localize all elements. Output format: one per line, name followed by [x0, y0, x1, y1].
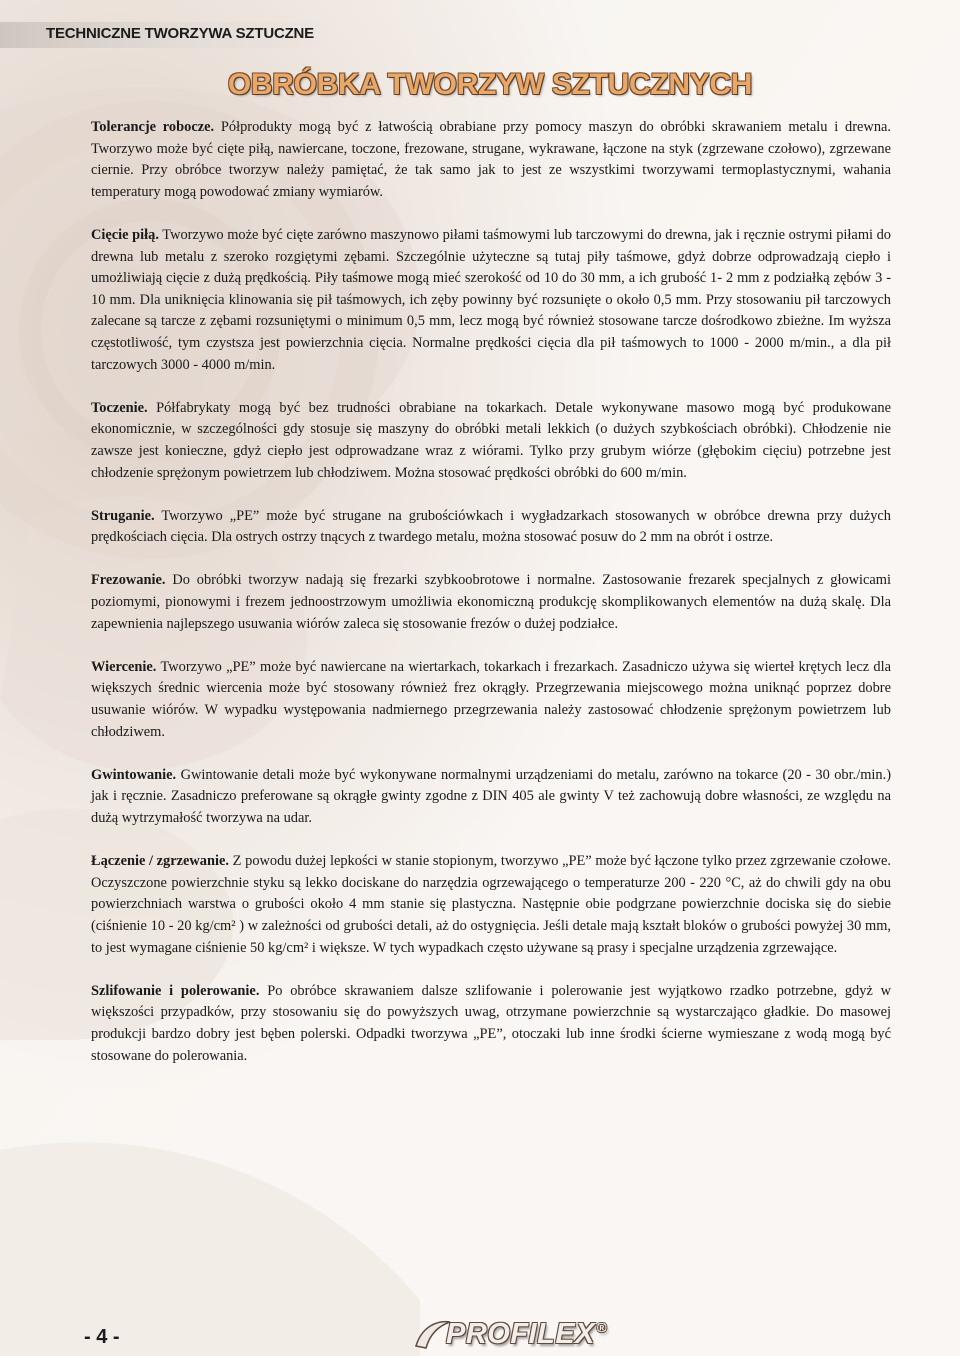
section-polishing	[91, 981, 891, 1067]
header-category: TECHNICZNE TWORZYWA SZTUCZNE	[46, 25, 314, 42]
section-text: Tworzywo może być cięte zarówno maszynowo piłami taśmowymi lub tarczowymi do drewna, jak i ręcznie ostrymi piłami do drewna lub metalu z szeroko rozgiętymi zębami. Szczególnie użyteczne są tutaj piły taśmowe, gdyż dobrze odprowadzają ciepło i umożliwiają cięcie z dużą prędkością. Piły taśmowe mogą mieć szerokość od 10 do 30 mm, a ich grubość 1- 2 mm z podziałką zębów 3 - 10 mm. Dla uniknięcia klinowania się pił taśmowych, ich zęby powinny być rozsunięte o około 0,5 mm. Przy stosowaniu pił tarczowych zalecane są tarcze z zębami rozsuniętymi o minimum 0,5 mm, lecz mogą być również stosowane tarcze dośrodkowo zbieżne. Im wyższa częstotliwość, tym czystsza jest powierzchnia cięcia. Normalne prędkości cięcia dla pił taśmowych to 1000 - 2000 m/min., a dla pił tarczowych 3000 - 4000 m/min.	[91, 226, 891, 373]
section-heading: Toczenie.	[91, 399, 148, 416]
section-text: Do obróbki tworzyw nadają się frezarki szybkoobrotowe i normalne. Zastosowanie frezarek specjalnych z głowicami poziomymi, pionowymi i frezem jednoostrzowym umożliwia ekonomiczną produkcję skomplikowanych elementów na dużą skalę. Dla zapewnienia najlepszego usuwania wiórów zaleca się stosowanie frezów o dużej podziałce.	[91, 572, 891, 632]
section-threading	[91, 765, 891, 830]
section-tolerances	[91, 117, 891, 203]
section-heading: Łączenie / zgrzewanie.	[91, 853, 229, 870]
section-heading: Struganie.	[91, 507, 155, 524]
section-welding	[91, 851, 891, 959]
section-text: Półfabrykaty mogą być bez trudności obrabiane na tokarkach. Detale wykonywane masowo mogą być produkowane ekonomicznie, w szczególności gdy stosuje się maszyny do obróbki metali lekkich (o dużych szybkościach obróbki). Chłodzenie nie zawsze jest konieczne, gdyż ciepło jest odprowadzane wraz z wiórami. Tylko przy grubym wiórze (głębokim cięciu) potrzebne jest chłodzenie sprężonym powietrzem lub chłodziwem. Można stosować prędkości obróbki do 600 m/min.	[91, 399, 891, 481]
section-heading: Cięcie piłą.	[91, 226, 159, 243]
section-text: Półprodukty mogą być z łatwością obrabiane przy pomocy maszyn do obróbki skrawaniem metalu i drewna. Tworzywo może być cięte piłą, nawiercane, toczone, frezowane, strugane, wykrawane, łączone na styk (zgrzewane czołowo), zgrzewane ciernie. Przy obróbce tworzyw należy pamiętać, że tak samo jak to jest ze wszystkimi tworzywami termoplastycznymi, wahania temperatury mogą powodować zmiany wymiarów.	[91, 119, 892, 200]
section-sawing	[91, 225, 891, 376]
section-text: Tworzywo „PE” może być strugane na grubościówkach i wygładzarkach stosowanych w obróbce drewna przy dużych prędkościach cięcia. Dla ostrych ostrzy tnących z twardego metalu, można stosować posuw do 2 mm na obrót i ostrze.	[91, 507, 891, 546]
registered-mark: ®	[597, 1320, 608, 1336]
section-heading: Frezowanie.	[91, 572, 166, 589]
section-milling	[91, 570, 891, 635]
section-text: Po obróbce skrawaniem dalsze szlifowanie i polerowanie jest wyjątkowo rzadko potrzebne, gdyż w większości przypadków, przy stosowaniu się do powyższych uwag, otrzymane powierzchnie są wystarczająco gładkie. Do masowej produkcji bardzo dobry jest bęben polerski. Odpadki tworzywa „PE”, otoczaki lub inne środki ścierne wymieszane z wodą mogą być stosowane do polerowania.	[91, 982, 891, 1064]
section-heading: Gwintowanie.	[91, 766, 177, 783]
page-number: - 4 -	[84, 1326, 120, 1348]
logo-text: PROFILEX	[446, 1318, 596, 1350]
section-drilling	[91, 657, 891, 743]
section-text: Z powodu dużej lepkości w stanie stopionym, tworzywo „PE” może być łączone tylko przez zgrzewanie czołowe. Oczyszczone powierzchnie styku są lekko dociskane do narzędzia ogrzewającego o temperaturze 200 - 220 °C, aż do chwili gdy na obu powierzchniach warstwa o grubości około 4 mm stanie się plastyczna. Następnie obie podgrzane powierzchnie dociska się do siebie (ciśnienie 10 - 20 kg/cm² ) w zależności od grubości detali, aż do ostygnięcia. Jeśli detale mają kształt bloków o grubości powyżej 30 mm, to jest wymagane ciśnienie 50 kg/cm² i większe. W tych wypadkach często używane są prasy i specjalne urządzenia zgrzewające.	[91, 853, 891, 956]
section-heading: Szlifowanie i polerowanie.	[91, 982, 260, 999]
section-text: Gwintowanie detali może być wykonywane normalnymi urządzeniami do metalu, zarówno na tokarce (20 - 30 obr./min.) jak i ręcznie. Zasadniczo preferowane są okrągłe gwinty zgodne z DIN 405 ale gwinty V też zachowują dobre własności, ze względu na dużą wytrzymałość tworzywa na udar.	[91, 766, 891, 826]
section-heading: Wiercenie.	[91, 658, 157, 675]
section-turning	[91, 398, 891, 484]
document-body	[91, 117, 891, 1089]
header-bar	[0, 22, 330, 48]
profilex-logo	[446, 1318, 607, 1351]
page-title: OBRÓBKA TWORZYW SZTUCZNYCH	[227, 68, 753, 101]
section-planing	[91, 506, 891, 549]
section-heading: Tolerancje robocze.	[91, 119, 215, 135]
section-text: Tworzywo „PE” może być nawiercane na wiertarkach, tokarkach i frezarkach. Zasadniczo używa się wierteł krętych lecz dla większych średnic wiercenia może być stosowany również frez okrągły. Przegrzewania miejscowego można uniknąć poprzez dobre usuwanie wiórów. W wypadku występowania nadmiernego przegrzewania należy zastosować chłodzenie sprężonym powietrzem lub chłodziwem.	[91, 658, 891, 740]
